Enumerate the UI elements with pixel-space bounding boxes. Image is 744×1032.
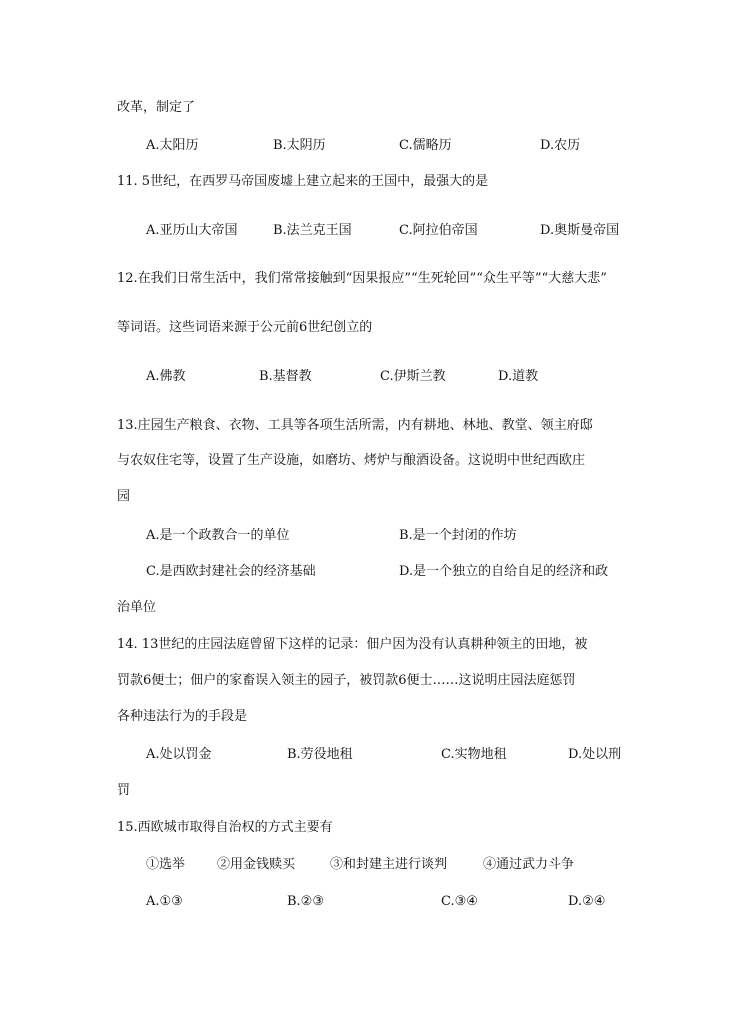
q15-stem: 15.西欧城市取得自治权的方式主要有 (117, 820, 333, 835)
q14-stem-line3: 各种违法行为的手段是 (117, 709, 248, 724)
q13-stem-line3: 园 (117, 489, 131, 504)
q12-option-c: C.伊斯兰教 (380, 369, 446, 384)
q12-stem-line1: 12.在我们日常生活中，我们常常接触到“因果报应”“生死轮回”“众生平等”“大慈大悲” (117, 271, 607, 286)
q10-option-a: A.太阳历 (146, 138, 199, 153)
q15-option-b: B.②③ (287, 894, 324, 909)
q13-stem-line2: 与农奴住宅等，设置了生产设施，如磨坊、烤炉与酿酒设备。这说明中世纪西欧庄 (117, 453, 586, 468)
q13-option-b: B.是一个封闭的作坊 (399, 528, 517, 543)
q15-item-2: ②用金钱赎买 (217, 857, 296, 872)
q15-item-1: ①选举 (146, 857, 186, 872)
q14-option-d-wrap: 罚 (117, 783, 131, 798)
q15-item-3: ③和封建主进行谈判 (330, 857, 448, 872)
q12-option-d: D.道教 (498, 369, 539, 384)
q10-stem-tail: 改革，制定了 (117, 100, 196, 115)
q13-option-d-wrap: 治单位 (117, 600, 157, 615)
q12-option-b: B.基督教 (259, 369, 312, 384)
q13-option-a: A.是一个政教合一的单位 (146, 528, 290, 543)
q10-option-d: D.农历 (540, 138, 581, 153)
q11-option-c: C.阿拉伯帝国 (399, 223, 478, 238)
q11-stem: 11. 5世纪，在西罗马帝国废墟上建立起来的王国中，最强大的是 (117, 174, 489, 189)
q15-item-4: ④通过武力斗争 (483, 857, 575, 872)
q11-option-a: A.亚历山大帝国 (146, 223, 238, 238)
q13-stem-line1: 13.庄园生产粮食、衣物、工具等各项生活所需，内有耕地、林地、教堂、领主府邸 (117, 418, 593, 433)
q14-stem-line2: 罚款6便士；佃户的家畜误入领主的园子，被罚款6便士……这说明庄园法庭惩罚 (117, 673, 576, 688)
q14-option-d: D.处以刑 (568, 747, 622, 762)
q15-option-c: C.③④ (441, 894, 478, 909)
q14-option-c: C.实物地租 (441, 747, 507, 762)
q13-option-c: C.是西欧封建社会的经济基础 (146, 564, 316, 579)
q15-option-d: D.②④ (568, 894, 606, 909)
q14-stem-line1: 14. 13世纪的庄园法庭曾留下这样的记录：佃户因为没有认真耕种领主的田地，被 (117, 637, 588, 652)
q14-option-b: B.劳役地租 (287, 747, 353, 762)
q13-option-d: D.是一个独立的自给自足的经济和政 (399, 564, 609, 579)
q10-option-c: C.儒略历 (399, 138, 452, 153)
q10-option-b: B.太阴历 (273, 138, 326, 153)
q11-option-d: D.奥斯曼帝国 (540, 223, 620, 238)
q11-option-b: B.法兰克王国 (273, 223, 352, 238)
q12-stem-line2: 等词语。这些词语来源于公元前6世纪创立的 (117, 320, 373, 335)
q12-option-a: A.佛教 (146, 369, 186, 384)
q14-option-a: A.处以罚金 (146, 747, 212, 762)
q15-option-a: A.①③ (146, 894, 183, 909)
